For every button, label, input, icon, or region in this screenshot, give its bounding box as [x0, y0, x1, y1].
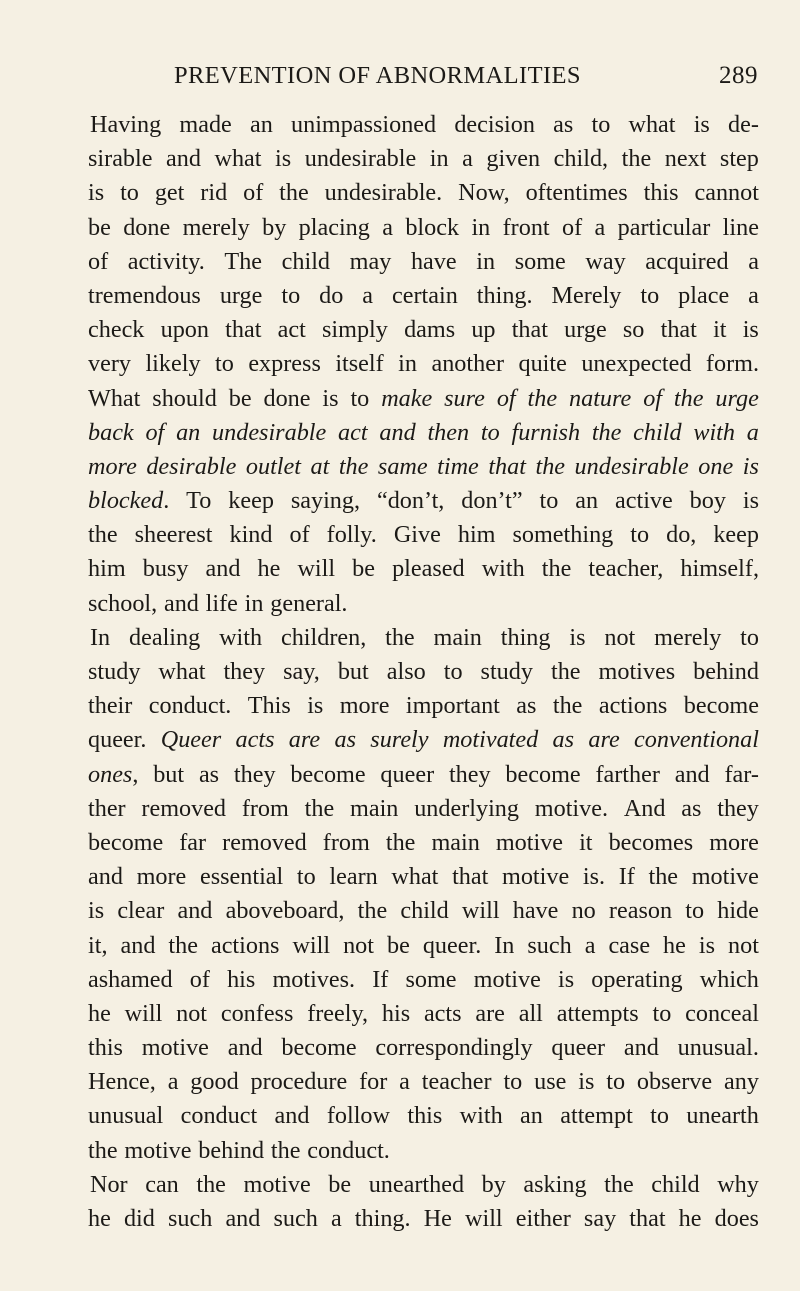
- page-header: [174, 62, 758, 96]
- running-title: PREVENTION OF ABNORMALITIES: [174, 62, 581, 89]
- text-line: ther removed from the main underlying motive. And as they: [88, 794, 759, 822]
- text-line: is clear and aboveboard, the child will have no reason to hide: [88, 897, 759, 925]
- text-line: Nor can the motive be unearthed by asking the child why: [90, 1170, 759, 1198]
- text-line: very likely to express itself in another quite unexpected form.: [88, 350, 759, 378]
- text-line: ashamed of his motives. If some motive is operating which: [88, 965, 759, 993]
- text-line: school, and life in general.: [88, 589, 348, 617]
- text-line: it, and the actions will not be queer. In such a case he is not: [88, 931, 759, 959]
- text-line: this motive and become correspondingly queer and unusual.: [88, 1034, 759, 1062]
- text-line: become far removed from the main motive it becomes more: [88, 828, 759, 856]
- text-line: of activity. The child may have in some way acquired a: [88, 247, 759, 275]
- text-line: blocked. To keep saying, “don’t, don’t” to an active boy is: [88, 487, 759, 515]
- text-line: check upon that act simply dams up that urge so that it is: [88, 316, 759, 344]
- text-line: and more essential to learn what that motive is. If the motive: [88, 863, 759, 891]
- text-line: sirable and what is undesirable in a given child, the next step: [88, 145, 759, 173]
- text-line: is to get rid of the undesirable. Now, oftentimes this cannot: [88, 179, 759, 207]
- text-line: study what they say, but also to study the motives behind: [88, 658, 759, 685]
- text-line: their conduct. This is more important as the actions become: [88, 692, 759, 720]
- body-text: [88, 108, 759, 1236]
- text-line: the sheerest kind of folly. Give him something to do, keep: [88, 521, 759, 549]
- text-line: be done merely by placing a block in front of a particular line: [88, 213, 759, 241]
- text-line: more desirable outlet at the same time that the undesirable one is: [88, 452, 759, 480]
- text-line: Hence, a good procedure for a teacher to use is to observe any: [88, 1068, 759, 1096]
- text-line: Having made an unimpassioned decision as to what is de-: [90, 111, 759, 138]
- text-line: he will not confess freely, his acts are all attempts to conceal: [88, 999, 759, 1027]
- text-line: In dealing with children, the main thing is not merely to: [90, 623, 759, 651]
- text-line: back of an undesirable act and then to furnish the child with a: [88, 418, 759, 446]
- text-line: him busy and he will be pleased with the teacher, himself,: [88, 555, 759, 583]
- text-line: tremendous urge to do a certain thing. Merely to place a: [88, 281, 759, 309]
- text-line: he did such and such a thing. He will either say that he does: [88, 1205, 759, 1232]
- text-line: unusual conduct and follow this with an attempt to unearth: [88, 1102, 759, 1130]
- text-line: What should be done is to make sure of the nature of the urge: [88, 384, 759, 412]
- text-line: ones, but as they become queer they become farther and far-: [88, 760, 759, 788]
- page-number: 289: [719, 62, 758, 89]
- text-line: the motive behind the conduct.: [88, 1136, 390, 1164]
- text-line: queer. Queer acts are as surely motivated as are conventional: [88, 726, 759, 754]
